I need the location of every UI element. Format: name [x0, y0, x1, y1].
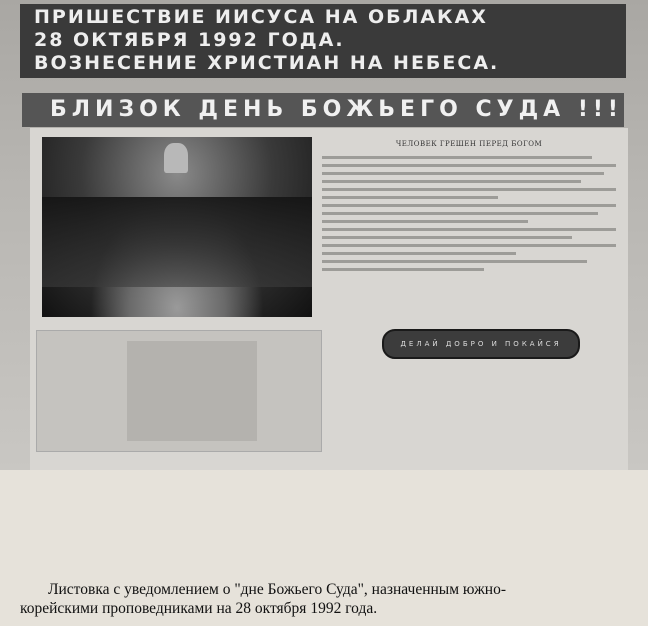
leaflet-text-column — [322, 140, 616, 305]
illustration — [42, 137, 312, 317]
illegible-text-lines — [322, 156, 616, 271]
caption-line-1: Листовка с уведомлением о "дне Божьего Суда", назначенным южно- — [48, 581, 506, 598]
banner-line-1: ПРИШЕСТВИЕ ИИСУСА НА ОБЛАКАХ — [34, 6, 488, 28]
judgment-day-banner: БЛИЗОК ДЕНЬ БОЖЬЕГО СУДА !!! — [22, 93, 624, 127]
photo-caption — [20, 580, 638, 618]
banner-line-2: 28 ОКТЯБРЯ 1992 ГОДА. — [34, 29, 345, 51]
leaflet-heading: ЧЕЛОВЕК ГРЕШЕН ПЕРЕД БОГОМ — [395, 140, 543, 148]
top-banner — [20, 4, 626, 78]
leaflet-pill-banner: ДЕЛАЙ ДОБРО И ПОКАЙСЯ — [382, 329, 580, 359]
cloud-shape — [42, 197, 312, 287]
figure-shape — [164, 143, 188, 173]
lower-panel-inset — [127, 341, 257, 441]
leaflet-lower-panel — [36, 330, 322, 452]
banner-line-3: ВОЗНЕСЕНИЕ ХРИСТИАН НА НЕБЕСА. — [34, 52, 500, 74]
caption-line-2: корейскими проповедниками на 28 октября 1992 года. — [20, 600, 378, 617]
